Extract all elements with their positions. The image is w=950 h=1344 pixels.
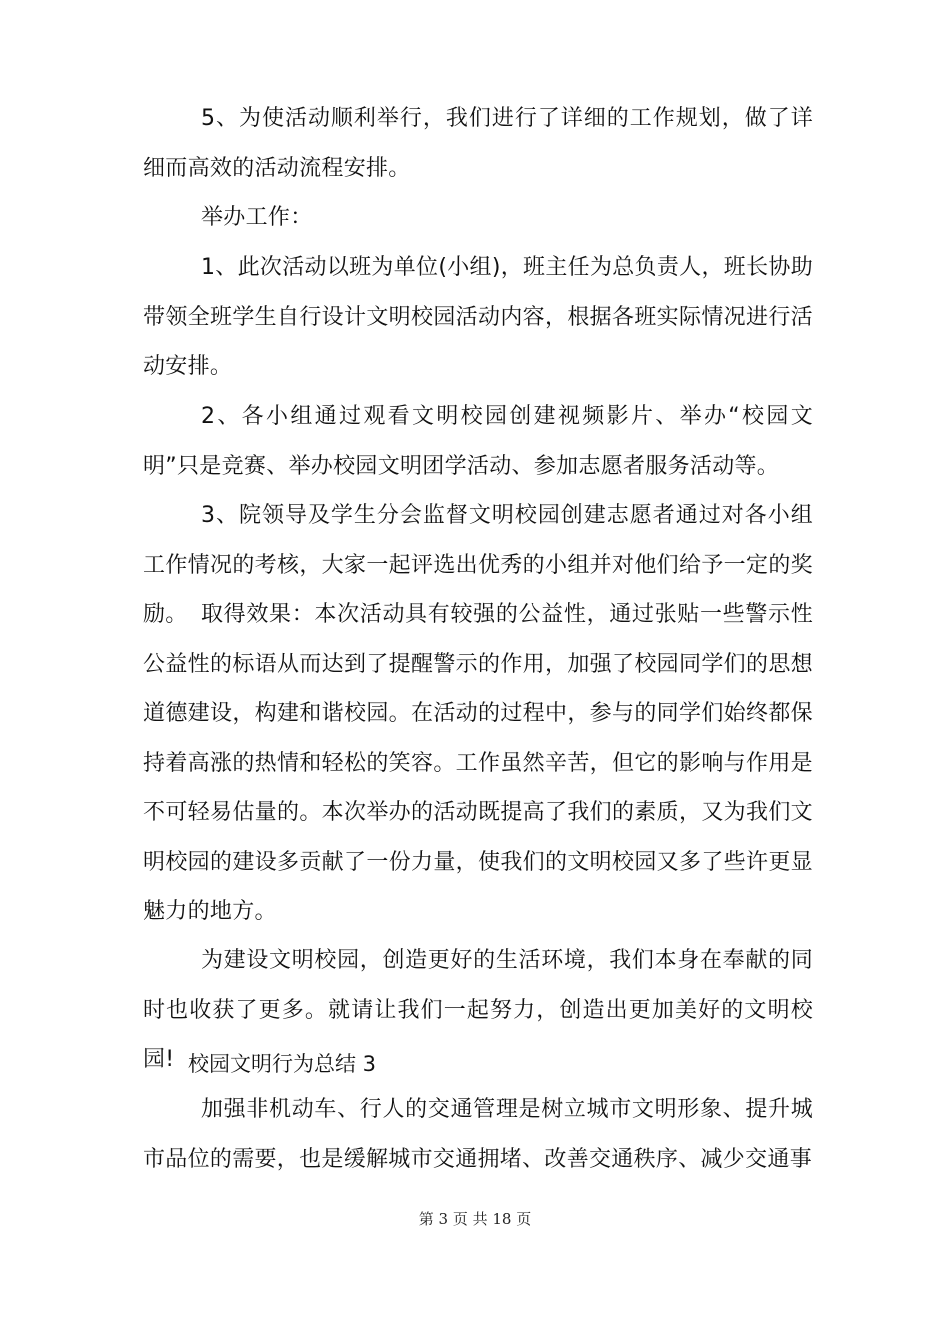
- paragraph-results: 取得效果：本次活动具有较强的公益性，通过张贴一些警示性公益性的标语从而达到了提醒警示的作用，加强了校园同学们的思想道德建设，构建和谐校园。在活动的过程中，参与的同学们始终都保持着高涨的热情和轻松的笑容。工作虽然辛苦，但它的影响与作用是不可轻易估量的。本次举办的活动既提高了我们的素质，又为我们文明校园的建设多贡献了一份力量，使我们的文明校园又多了些许更显魅力的地方。: [143, 602, 813, 924]
- paragraph-traffic: 加强非机动车、行人的交通管理是树立城市文明形象、提升城市品位的需要，也是缓解城市交通拥堵、改善交通秩序、减少交通事: [143, 1097, 813, 1172]
- section-heading: 校园文明行为总结 3: [188, 1052, 377, 1076]
- paragraph-planning: 5、为使活动顺利举行，我们进行了详细的工作规划，做了详细而高效的活动流程安排。: [143, 106, 813, 181]
- page-number-footer: 第 3 页 共 18 页: [418, 1210, 532, 1228]
- paragraph-item-3: 3、院领导及学生分会监督文明校园创建志愿者通过对各小组工作情况的考核，大家一起评选出优秀的小组并对他们给予一定的奖励。: [143, 503, 813, 627]
- paragraph-item-2: 2、各小组通过观看文明校园创建视频影片、举办“校园文明”只是竞赛、举办校园文明团学活动、参加志愿者服务活动等。: [143, 404, 813, 479]
- paragraph-item-1: 1、此次活动以班为单位(小组)，班主任为总负责人，班长协助带领全班学生自行设计文明校园活动内容，根据各班实际情况进行活动安排。: [143, 255, 813, 379]
- paragraph-conclusion: 为建设文明校园，创造更好的生活环境，我们本身在奉献的同时也收获了更多。就请让我们一起努力，创造出更加美好的文明校园!: [143, 948, 813, 1072]
- paragraph-work-heading: 举办工作：: [201, 205, 313, 230]
